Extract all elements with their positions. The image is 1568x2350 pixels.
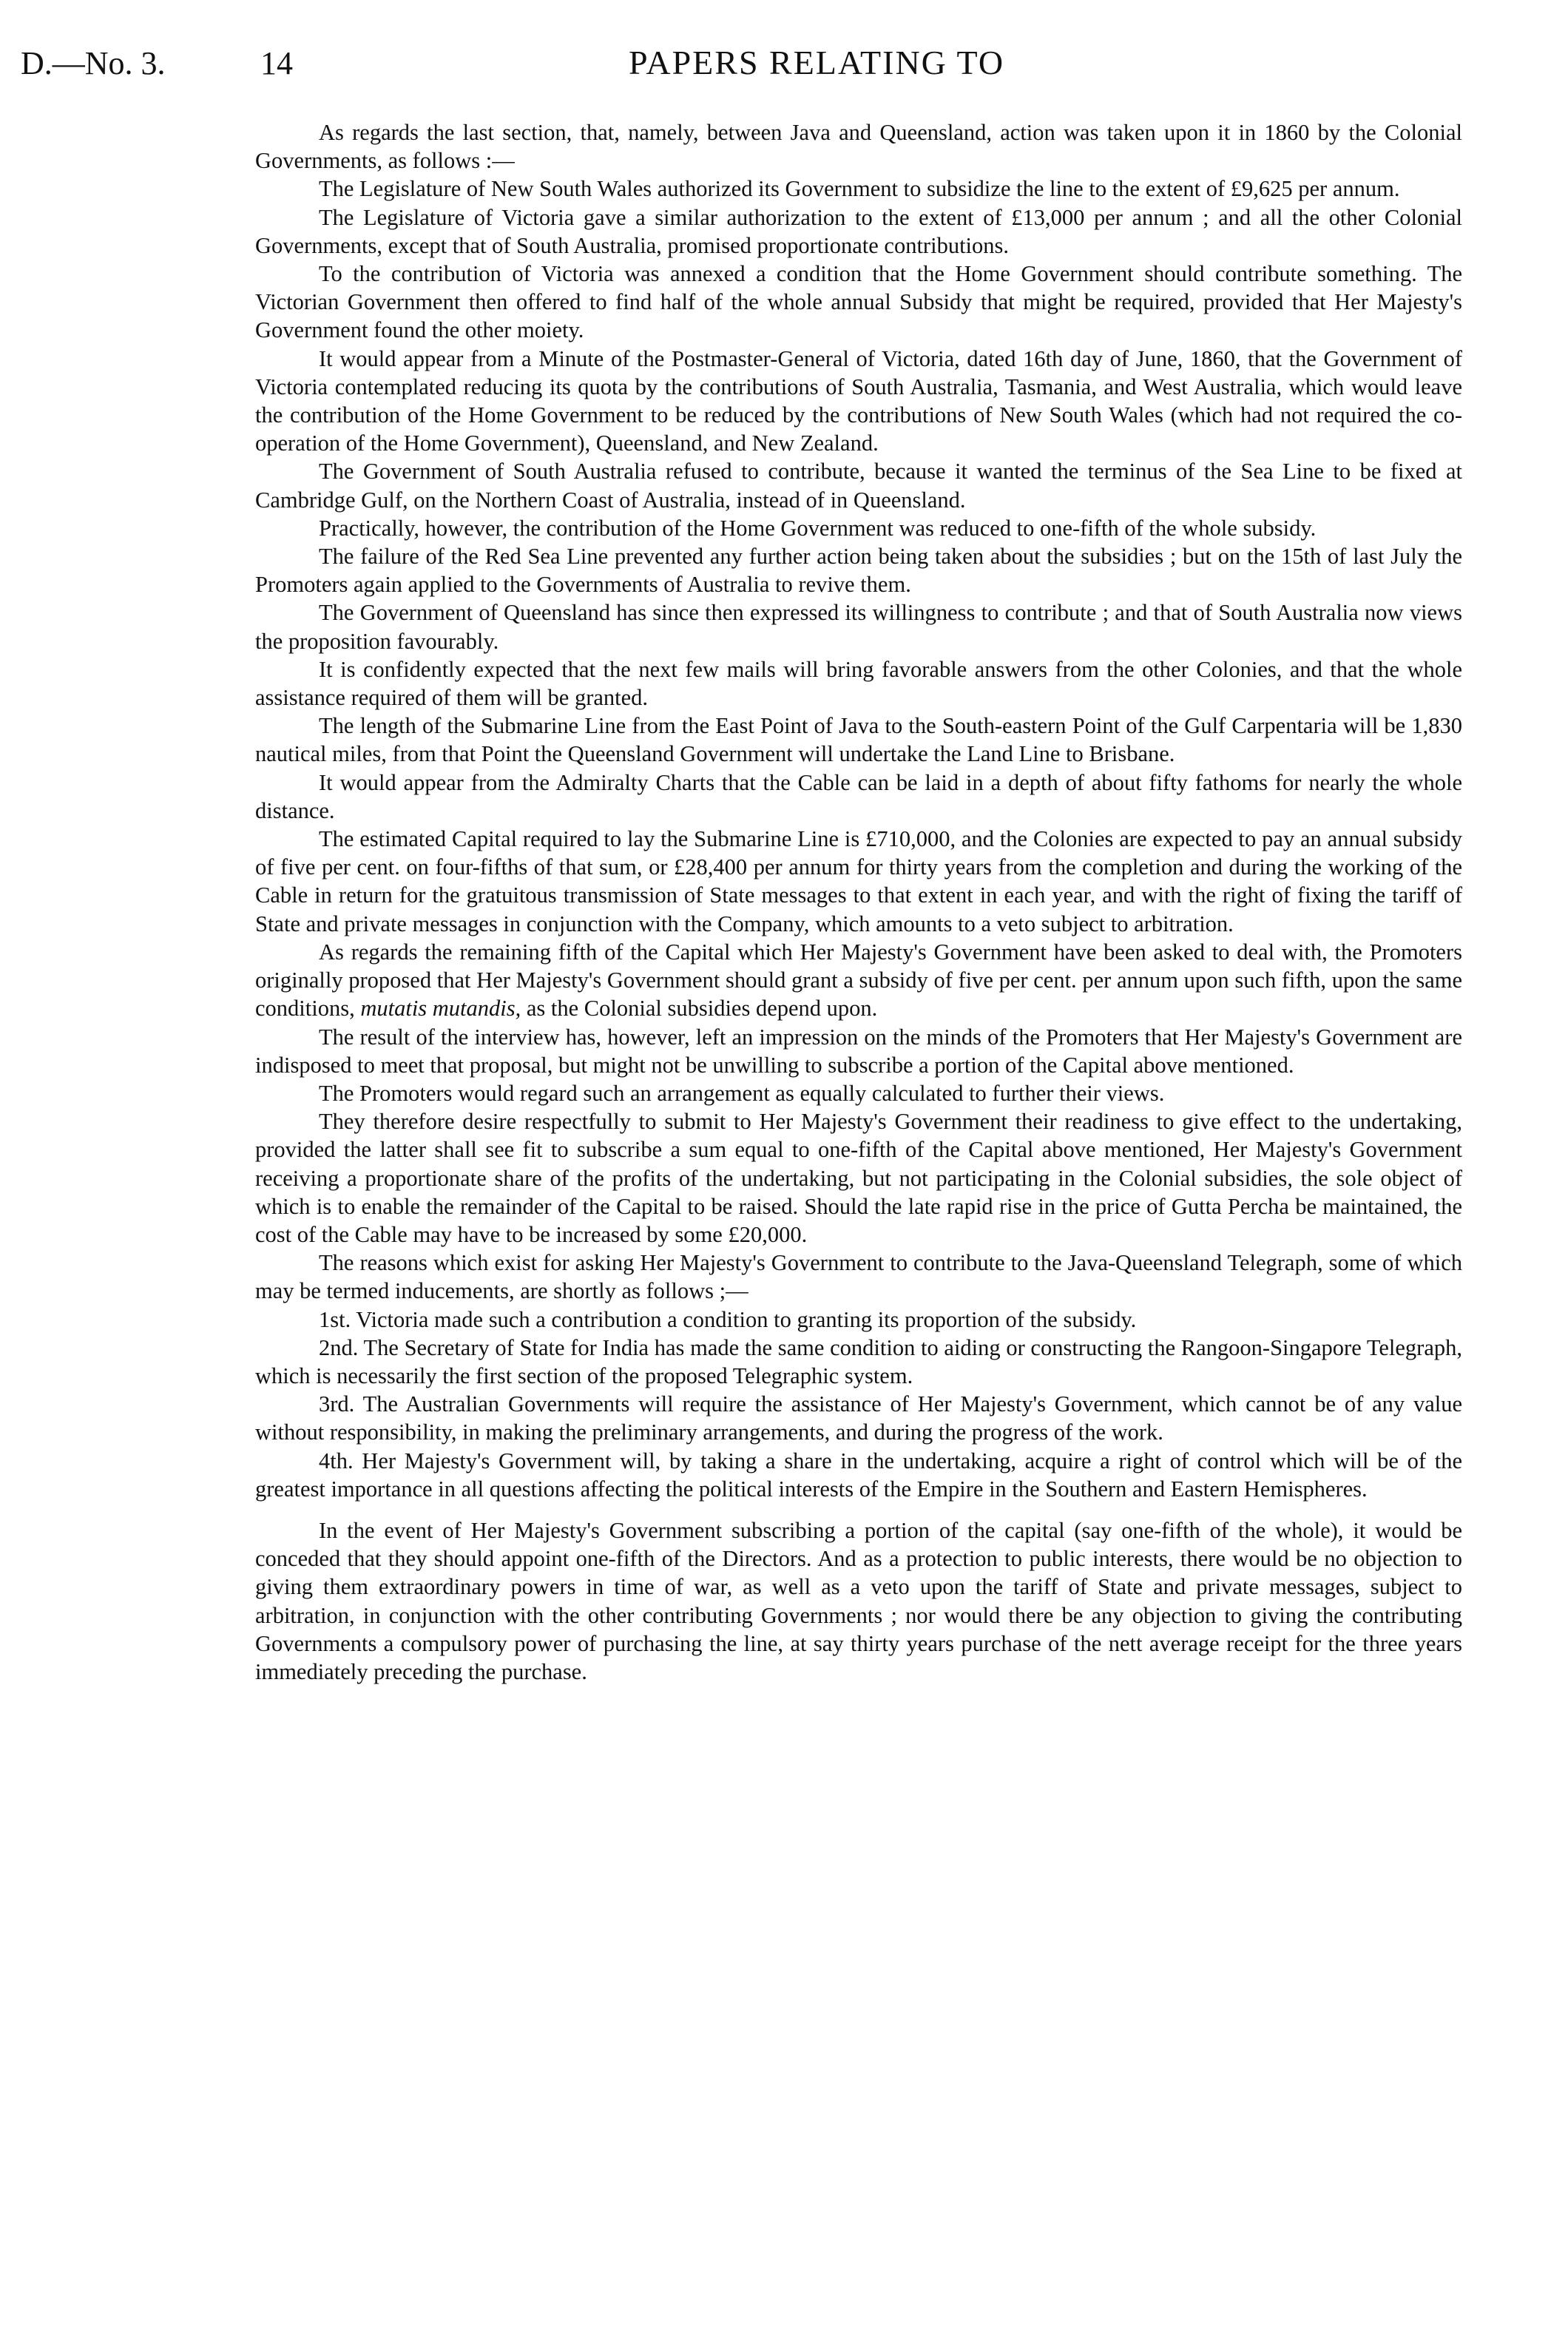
body-text — [255, 118, 1462, 1686]
paragraph: The Government of South Australia refused to contribute, because it wanted the terminus of the Sea Line to be fixed at Cambridge Gulf, on the Northern Coast of Australia, instead of in Queensland. — [255, 459, 1462, 513]
paragraph-remaining-fifth — [255, 938, 1462, 1023]
page-header — [0, 38, 1568, 98]
paragraph: It would appear from the Admiralty Charts that the Cable can be laid in a depth of about fifty fathoms for nearly the whole distance. — [255, 769, 1462, 823]
running-title: PAPERS RELATING TO — [629, 44, 1005, 81]
page-number: 14 — [260, 45, 293, 81]
paragraph: The Legislature of Victoria gave a similar authorization to the extent of £13,000 per annum ; and all the other Colonial Governments, except that of South Australia, promised proportionate contributions. — [255, 204, 1462, 258]
reason-item: 2nd. The Secretary of State for India has made the same condition to aiding or constructing the Rangoon-Singapore Telegraph, which is necessarily the first section of the proposed Telegraphic system. — [255, 1334, 1462, 1388]
italic-phrase: mutatis mutandis, — [360, 996, 521, 1022]
text-run: as the Colonial subsidies depend upon. — [521, 996, 878, 1022]
paragraph: The Government of Queensland has since then expressed its willingness to contribute ; and that of South Australia now views the proposition favourably. — [255, 600, 1462, 654]
paragraph: It is confidently expected that the next few mails will bring favorable answers from the other Colonies, and that the whole assistance required of them will be granted. — [255, 656, 1462, 711]
paragraph: The Legislature of New South Wales authorized its Government to subsidize the line to the extent of £9,625 per annum. — [319, 176, 1400, 202]
paragraph: The reasons which exist for asking Her Majesty's Government to contribute to the Java-Queensland Telegraph, some of which may be termed inducements, are shortly as follows ;— — [255, 1250, 1462, 1304]
paragraph: They therefore desire respectfully to submit to Her Majesty's Government their readiness to give effect to the undertaking, provided the latter shall see fit to subscribe a sum equal to one-fifth of the Capital above mentioned, Her Majesty's Government receiving a proportionate share of the profits of the undertaking, but not participating in the Colonial subsidies, the sole object of which is to enable the remainder of the Capital to be raised. Should the late rapid rise in the price of Gutta Percha be maintained, the cost of the Cable may have to be increased by some £20,000. — [255, 1109, 1462, 1247]
text-run: As regards the remaining fifth of the Capital which Her Majesty's Government have been asked to deal with, the Promoters originally proposed that Her Majesty's Government should grant a subsidy of five per cent. per annum upon such fifth, upon the same conditions, — [255, 939, 1462, 1022]
paragraph: The Promoters would regard such an arrangement as equally calculated to further their views. — [319, 1080, 1165, 1106]
paragraph: The result of the interview has, however, left an impression on the minds of the Promoters that Her Majesty's Government are indisposed to meet that proposal, but might not be unwilling to subscribe a portion of the Capital above mentioned. — [255, 1024, 1462, 1078]
closing-paragraph: In the event of Her Majesty's Government subscribing a portion of the capital (say one-fifth of the whole), it would be conceded that they should appoint one-fifth of the Directors. And as a protection to public interests, there would be no objection to giving them extraordinary powers in time of war, as well as a veto upon the tariff of State and private messages, subject to arbitration, in conjunction with the other contributing Governments ; nor would there be any objection to giving the contributing Governments a compulsory power of purchasing the line, at say thirty years purchase of the nett average receipt for the three years immediately preceding the purchase. — [255, 1517, 1462, 1684]
paragraph: The failure of the Red Sea Line prevented any further action being taken about the subsidies ; but on the 15th of last July the Promoters again applied to the Governments of Australia to revive them. — [255, 544, 1462, 598]
paragraph: The estimated Capital required to lay the Submarine Line is £710,000, and the Colonies are expected to pay an annual subsidy of five per cent. on four-fifths of that sum, or £28,400 per annum for thirty years from the completion and during the working of the Cable in return for the gratuitous transmission of State messages to that extent in each year, and with the right of fixing the tariff of State and private messages in conjunction with the Company, which amounts to a veto subject to arbitration. — [255, 826, 1462, 936]
reason-item: 4th. Her Majesty's Government will, by taking a share in the undertaking, acquire a right of control which will be of the greatest importance in all questions affecting the political interests of the Empire in the Southern and Eastern Hemispheres. — [255, 1448, 1462, 1502]
reason-item: 1st. Victoria made such a contribution a condition to granting its proportion of the subsidy. — [319, 1306, 1137, 1332]
paragraph: It would appear from a Minute of the Postmaster-General of Victoria, dated 16th day of June, 1860, that the Government of Victoria contemplated reducing its quota by the contributions of South Australia, Tasmania, and West Australia, which would leave the contribution of the Home Government to be reduced by the contributions of New South Wales (which had not required the co-operation of the Home Government), Queensland, and New Zealand. — [255, 345, 1462, 456]
paragraph: To the contribution of Victoria was annexed a condition that the Home Government should contribute something. The Victorian Government then offered to find half of the whole annual Subsidy that might be required, provided that Her Majesty's Government found the other moiety. — [255, 261, 1462, 343]
document-reference: D.—No. 3. — [21, 45, 166, 81]
reason-item: 3rd. The Australian Governments will require the assistance of Her Majesty's Government, which cannot be of any value without responsibility, in making the preliminary arrangements, and during the progress of the work. — [255, 1391, 1462, 1445]
paragraph: Practically, however, the contribution of the Home Government was reduced to one-fifth of the whole subsidy. — [319, 515, 1317, 541]
paragraph: As regards the last section, that, namely, between Java and Queensland, action was taken upon it in 1860 by the Colonial Governments, as follows :— — [255, 120, 1462, 174]
paragraph: The length of the Submarine Line from the East Point of Java to the South-eastern Point of the Gulf Carpentaria will be 1,830 nautical miles, from that Point the Queensland Government will undertake the Land Line to Brisbane. — [255, 713, 1462, 767]
